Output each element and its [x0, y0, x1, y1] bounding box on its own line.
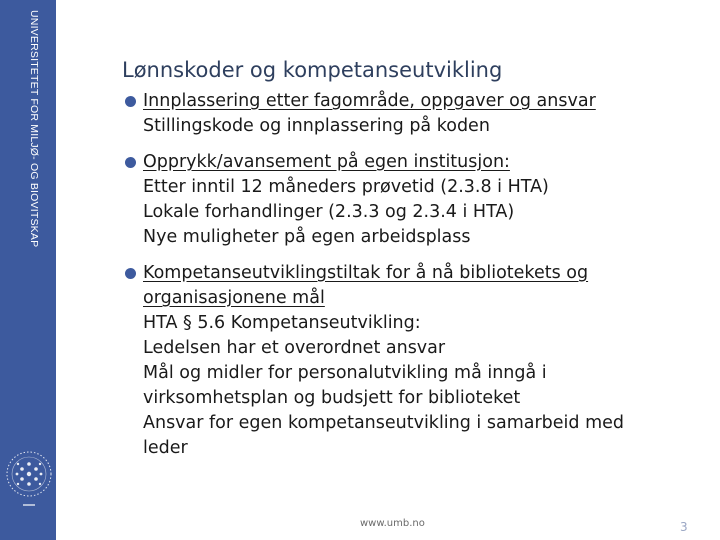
page-number: 3 [680, 520, 688, 534]
bullet-line: Ledelsen har et overordnet ansvar [143, 338, 446, 358]
bullet-heading: organisasjonene mål [143, 288, 325, 308]
bullet-line: HTA § 5.6 Kompetanseutvikling: [143, 313, 421, 333]
bullet-line: Ansvar for egen kompetanseutvikling i samarbeid med [143, 413, 624, 433]
bullet-heading: Opprykk/avansement på egen institusjon: [143, 152, 510, 172]
bullet-list [122, 89, 682, 472]
bullet-item [122, 150, 682, 250]
bullet-heading: Innplassering etter fagområde, oppgaver og ansvar [143, 91, 596, 111]
bullet-line: Lokale forhandlinger (2.3.3 og 2.3.4 i HTA) [143, 202, 515, 222]
bullet-line: Stillingskode og innplassering på koden [143, 116, 490, 136]
institution-name: UNIVERSITETET FOR MILJØ- OG BIOVITSKAP [28, 10, 40, 248]
university-seal-icon [4, 444, 54, 522]
slide-title: Lønnskoder og kompetanseutvikling [122, 58, 503, 82]
bullet-dot-icon [125, 268, 136, 279]
bullet-line: Mål og midler for personalutvikling må inngå i [143, 363, 547, 383]
bullet-line: Etter inntil 12 måneders prøvetid (2.3.8 i HTA) [143, 177, 549, 197]
bullet-dot-icon [125, 96, 136, 107]
bullet-line: leder [143, 438, 188, 458]
bullet-dot-icon [125, 157, 136, 168]
bullet-item [122, 261, 682, 461]
bullet-line: Nye muligheter på egen arbeidsplass [143, 227, 471, 247]
bullet-heading: Kompetanseutviklingstiltak for å nå bibliotekets og [143, 263, 589, 283]
sidebar-band [0, 0, 56, 540]
bullet-item [122, 89, 682, 139]
bullet-line: virksomhetsplan og budsjett for biblioteket [143, 388, 521, 408]
footer-url[interactable]: www.umb.no [360, 518, 425, 529]
